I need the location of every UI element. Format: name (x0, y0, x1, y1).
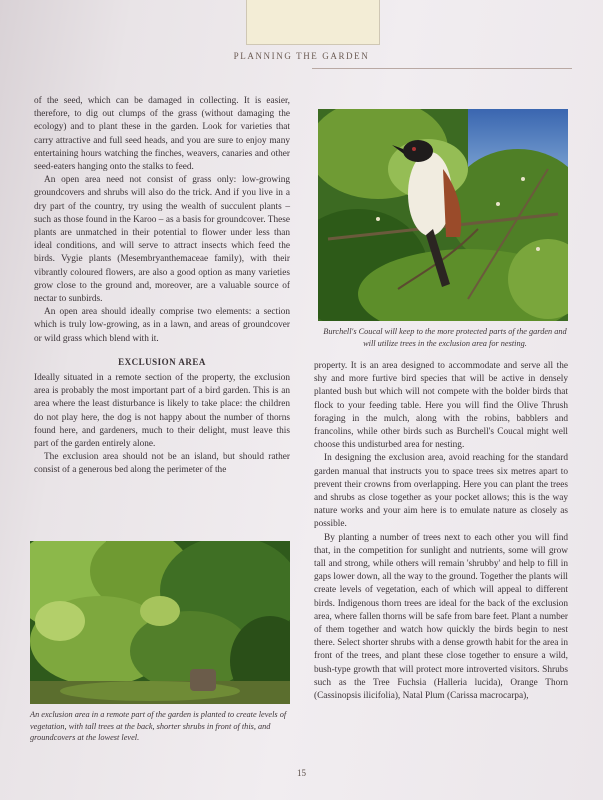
header-rule (312, 68, 572, 69)
paragraph: property. It is an area designed to accommodate and serve all the shy and more furtive bird species that will be active in densely planted bush but which will not compete with the bolder birds that flock to your feeding table. Here you will find the Olive Thrush foraging in the mulch, along with the robins, babblers and francolins, while other birds such as Burchell's Coucal might well choose this undisturbed area for nesting. (314, 361, 568, 451)
right-column (314, 360, 568, 703)
paragraph: The exclusion area should not be an island, but should rather consist of a generous bed along the perimeter of the (34, 452, 290, 476)
exclusion-area-photo (30, 541, 290, 704)
page-number: 15 (297, 768, 306, 778)
running-header: PLANNING THE GARDEN (233, 51, 370, 61)
paragraph: In designing the exclusion area, avoid reaching for the standard garden manual that instructs you to space trees six metres apart to prevent their crowns from overlapping. Here you can plant the trees and shrubs as close together as your pocket allows; this is the way nature works and your aim here is to emulate nature as closely as possible. (314, 453, 568, 530)
garden-photo-caption: An exclusion area in a remote part of the garden is planted to create levels of vegetation, with tall trees at the back, shorter shrubs in front of this, and groundcovers at the lowest level. (30, 710, 287, 742)
left-column (34, 95, 290, 478)
header-tab-box (246, 0, 380, 45)
paragraph: Ideally situated in a remote section of the property, the exclusion area is probably the most important part of a bird garden. This is an area where the least disturbance is likely to take place: the children do not play here, the dog is not happy about the number of thorns found here, and gardeners, much to their delight, must leave this part of the garden entirely alone. (34, 373, 290, 450)
bird-photo-caption: Burchell's Coucal will keep to the more protected parts of the garden and will utilize trees in the exclusion area for nesting. (323, 327, 567, 348)
coucal-photo (318, 109, 568, 321)
paragraph: An open area need not consist of grass only: low-growing groundcovers and shrubs will also do the trick. And if you live in a dry part of the country, try using the wealth of succulent plants – such as those found in the Karoo – as a basis for groundcover. These plants are unmatched in their potential to flower under less than ideal conditions, and will serve to attract insects which feed the birds. Vygie plants (Mesembryanthemaceae family), with their vibrantly coloured flowers, are also a good option as many varieties grow close to the ground and, moreover, are a valuable source of nectar to sunbirds. (34, 175, 290, 305)
paragraph: of the seed, which can be damaged in collecting. It is easier, therefore, to dig out clumps of the grass (without damaging the ecology) and to plant these in the garden. Look for varieties that carry attractive and full seed heads, and you are sure to enjoy many entertaining hours watching the finches, weavers, canaries and other seed-eaters hanging onto the stalks to feed. (34, 96, 290, 173)
paragraph: By planting a number of trees next to each other you will find that, in the competition for sunlight and nutrients, some will grow tall and strong, while others will remain 'shrubby' and help to fill in gaps lower down, all the way to the ground. Together the plants will create levels of vegetation, each of which will appeal to different birds. Indigenous thorn trees are ideal for the back of the exclusion area, where fallen thorns will be safe from bare feet. Plant a number of them together and watch how quickly the birds begin to nest there. Select shorter shrubs with a dense growth habit for the area in front of the trees, and plant these close together to ensure a wild, bush-type growth that will protect more introverted visitors. Shrubs such as the Tree Fuchsia (Halleria lucida), Orange Thorn (Cassinopsis ilicifolia), Natal Plum (Carissa macrocarpa), (314, 532, 568, 702)
paragraph: An open area should ideally comprise two elements: a section which is truly low-growing, as in a lawn, and areas of groundcover or wild grass which blend with it. (34, 307, 290, 344)
section-heading: EXCLUSION AREA (118, 356, 206, 367)
